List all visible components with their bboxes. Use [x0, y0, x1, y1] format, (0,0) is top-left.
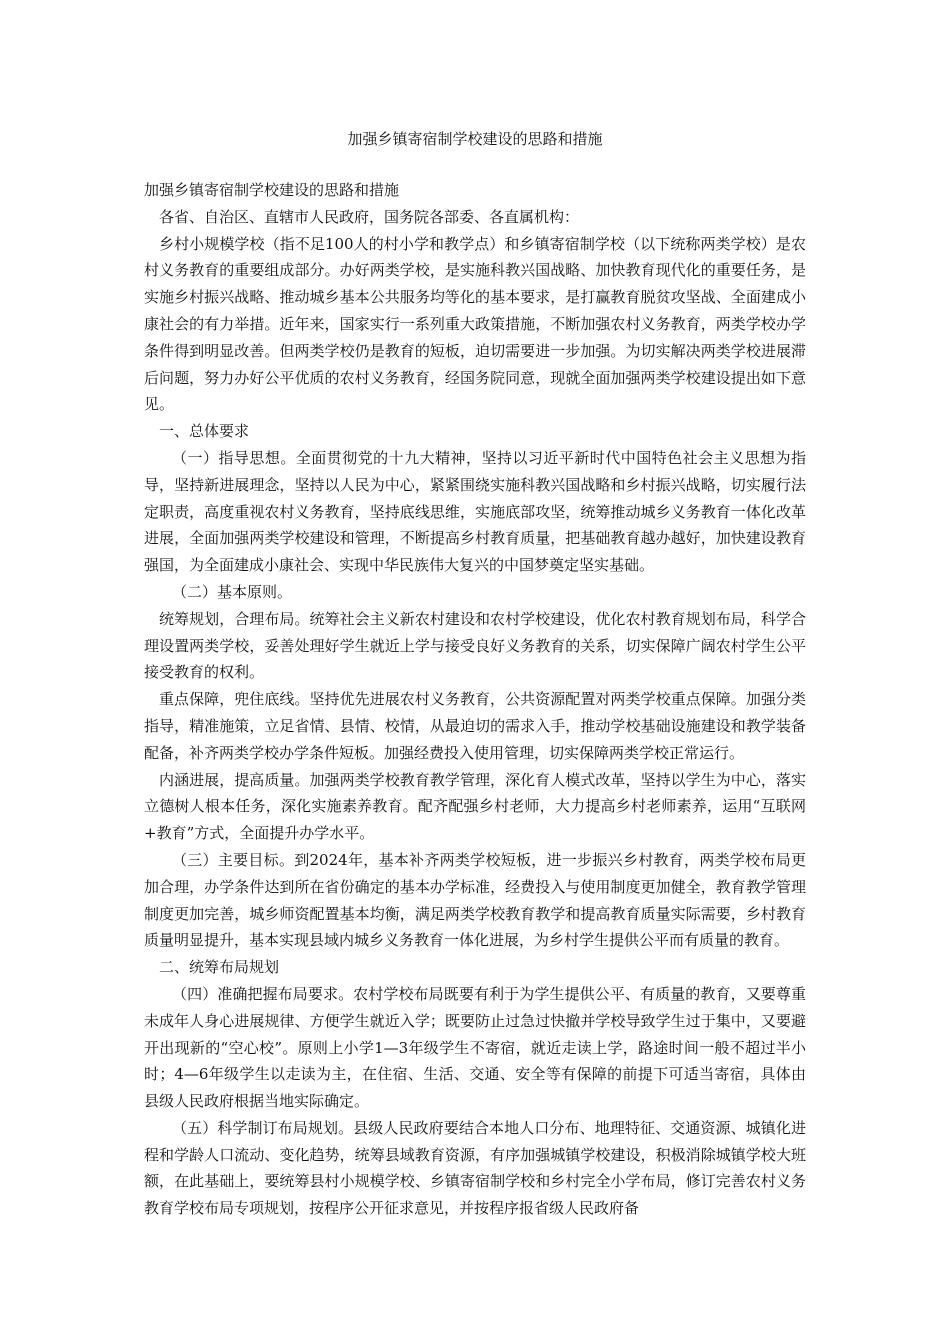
section-heading-1: 一、总体要求 [159, 422, 250, 441]
document-title: 加强乡镇寄宿制学校建设的思路和措施 [347, 130, 603, 148]
paragraph-quality: 内涵进展，提高质量。加强两类学校教育教学管理，深化育人模式改革，坚持以学生为中心，落实立德树人根本任务，深化实施素养教育。配齐配强乡村老师，大力提高乡村老师素养，运用“互联网+教育”方式，全面提升办学水平。 [144, 770, 806, 843]
paragraph-main-goals: （三）主要目标。到2024年，基本补齐两类学校短板，进一步振兴乡村教育，两类学校布局更加合理，办学条件达到所在省份确定的基本办学标准，经费投入与使用制度更加健全，教育教学管理制度更加完善，城乡师资配置基本均衡，满足两类学校教育教学和提高教育质量实际需要，乡村教育质量明显提升，基本实现县域内城乡义务教育一体化进展，为乡村学生提供公平而有质量的教育。 [144, 850, 806, 950]
body-heading: 加强乡镇寄宿制学校建设的思路和措施 [144, 181, 400, 199]
paragraph-key-guarantee: 重点保障，兜住底线。坚持优先进展农村义务教育，公共资源配置对两类学校重点保障。加强分类指导，精准施策，立足省情、县情、校情，从最迫切的需求入手，推动学校基础设施建设和教学装备配备，补齐两类学校办学条件短板。加强经费投入使用管理，切实保障两类学校正常运行。 [144, 690, 806, 762]
document-body [144, 177, 806, 1222]
section-heading-2: 二、统筹布局规划 [159, 958, 280, 977]
paragraph-basic-principles: （二）基本原则。 [172, 582, 293, 601]
paragraph-guiding-thought: （一）指导思想。全面贯彻党的十九大精神，坚持以习近平新时代中国特色社会主义思想为指导，坚持新进展理念，坚持以人民为中心，紧紧围绕实施科教兴国战略和乡村振兴战略，切实履行法定职责，高度重视农村义务教育，坚持底线思维，实施底部攻坚，统筹推动城乡义务教育一体化改革进展，全面加强两类学校建设和管理，不断提高乡村教育质量，把基础教育越办越好，加快建设教育强国，为全面建成小康社会、实现中华民族伟大复兴的中国梦奠定坚实基础。 [144, 448, 806, 575]
paragraph-intro: 乡村小规模学校（指不足100人的村小学和教学点）和乡镇寄宿制学校（以下统称两类学校）是农村义务教育的重要组成部分。办好两类学校，是实施科教兴国战略、加快教育现代化的重要任务，是实施乡村振兴战略、推动城乡基本公共服务均等化的基本要求，是打赢教育脱贫攻坚战、全面建成小康社会的有力举措。近年来，国家实行一系列重大政策措施，不断加强农村义务教育，两类学校办学条件得到明显改善。但两类学校仍是教育的短板，迫切需要进一步加强。为切实解决两类学校进展滞后问题，努力办好公平优质的农村义务教育，经国务院同意，现就全面加强两类学校建设提出如下意见。 [144, 234, 806, 414]
paragraph-layout-requirements: （四）准确把握布局要求。农村学校布局既要有利于为学生提供公平、有质量的教育，又要尊重未成年人身心进展规律、方便学生就近入学；既要防止过急过快撤并学校导致学生过于集中，又要避开出现新的“空心校”。原则上小学1—3年级学生不寄宿，就近走读上学，路途时间一般不超过半小时；4—6年级学生以走读为主，在住宿、生活、交通、安全等有保障的前提下可适当寄宿，具体由县级人民政府根据当地实际确定。 [144, 984, 806, 1111]
paragraph-overall-planning: 统筹规划，合理布局。统筹社会主义新农村建设和农村学校建设，优化农村教育规划布局，科学合理设置两类学校，妥善处理好学生就近上学与接受良好义务教育的关系，切实保障广阔农村学生公平接受教育的权利。 [144, 609, 806, 682]
salutation: 各省、自治区、直辖市人民政府，国务院各部委、各直属机构： [159, 207, 580, 226]
paragraph-layout-planning: （五）科学制订布局规划。县级人民政府要结合本地人口分布、地理特征、交通资源、城镇化进程和学龄人口流动、变化趋势，统筹县域教育资源，有序加强城镇学校建设，积极消除城镇学校大班额，在此基础上，要统筹县村小规模学校、乡镇寄宿制学校和乡村完全小学布局，修订完善农村义务教育学校布局专项规划，按程序公开征求意见，并按程序报省级人民政府备 [144, 1118, 806, 1218]
